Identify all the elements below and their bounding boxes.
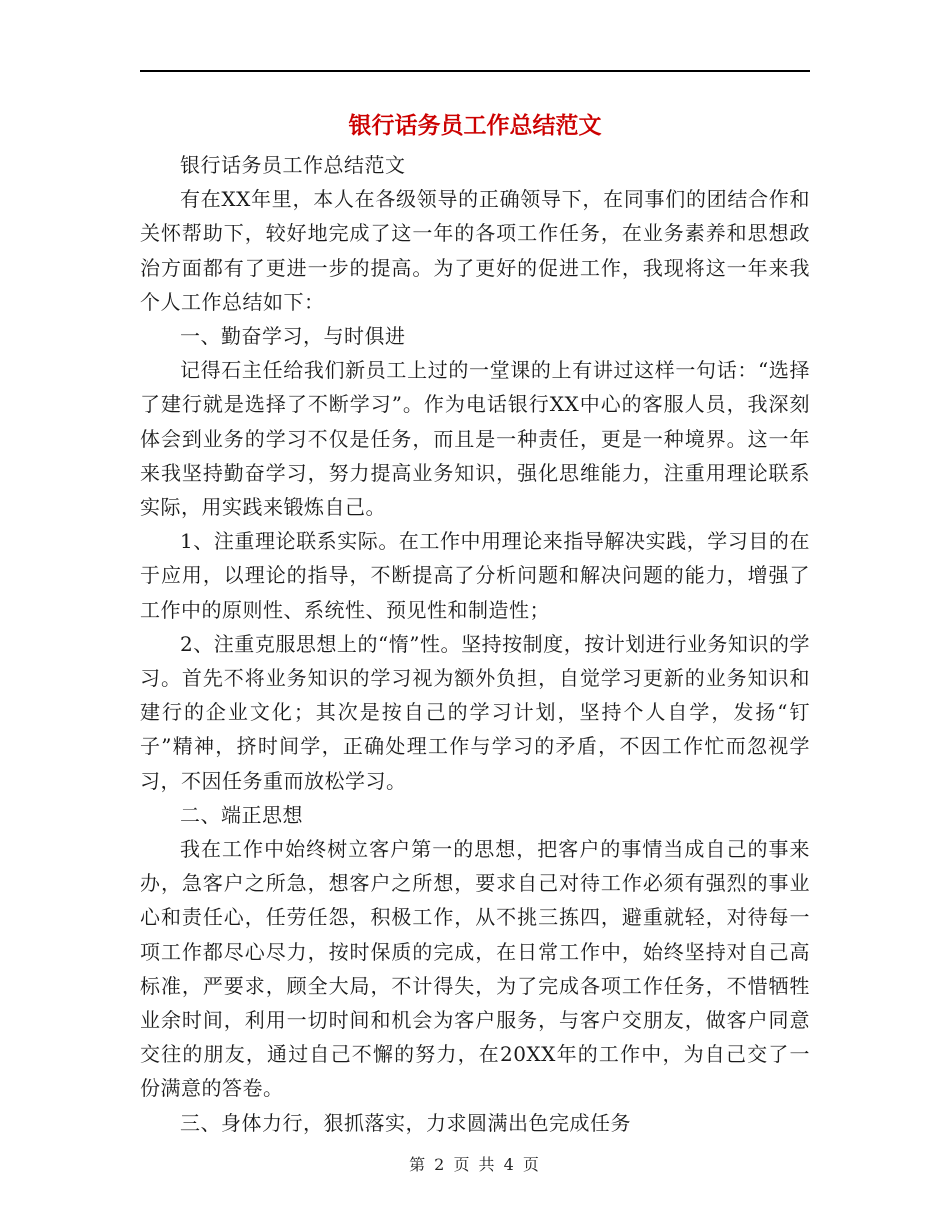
section-heading-2: 二、端正思想 (180, 802, 303, 827)
paragraph-point-1: 1、注重理论联系实际。在工作中用理论来指导解决实践，学习目的在于应用，以理论的指导，不断提高了分析问题和解决问题的能力，增强了工作中的原则性、系统性、预见性和制造性； (140, 529, 810, 622)
section-heading-3: 三、身体力行，狠抓落实，力求圆满出色完成任务 (180, 1110, 631, 1135)
section-heading-1: 一、勤奋学习，与时俱进 (180, 324, 406, 349)
document-title: 银行话务员工作总结范文 (348, 112, 602, 139)
paragraph-subtitle: 银行话务员工作总结范文 (180, 153, 406, 177)
paragraph-point-2: 2、注重克服思想上的“惰”性。坚持按制度，按计划进行业务知识的学习。首先不将业务知识的学习视为额外负担，自觉学习更新的业务知识和建行的企业文化；其次是按自己的学习计划，坚持个人自学，发扬“钉子”精神，挤时间学，正确处理工作与学习的矛盾，不因工作忙而忽视学习，不因任务重而放松学习。 (140, 631, 810, 793)
page-number: 第 2 页 共 4 页 (409, 1155, 541, 1174)
paragraph-section-2: 我在工作中始终树立客户第一的思想，把客户的事情当成自己的事来办，急客户之所急，想客户之所想，要求自己对待工作必须有强烈的事业心和责任心，任劳任怨，积极工作，从不挑三拣四，避重就轻，对待每一项工作都尽心尽力，按时保质的完成，在日常工作中，始终坚持对自己高标准，严要求，顾全大局，不计得失，为了完成各项工作任务，不惜牺牲业余时间，利用一切时间和机会为客户服务，与客户交朋友，做客户同意交往的朋友，通过自己不懈的努力，在20XX年的工作中，为自己交了一份满意的答卷。 (140, 837, 810, 1101)
header-rule (140, 70, 810, 72)
document-body (140, 148, 810, 1140)
paragraph-intro: 有在XX年里，本人在各级领导的正确领导下，在同事们的团结合作和关怀帮助下，较好地完成了这一年的各项工作任务，在业务素养和思想政治方面都有了更进一步的提高。为了更好的促进工作，我现将这一年来我个人工作总结如下： (140, 187, 810, 314)
paragraph-section-1: 记得石主任给我们新员工上过的一堂课的上有讲过这样一句话：“选择了建行就是选择了不断学习”。作为电话银行XX中心的客服人员，我深刻体会到业务的学习不仅是任务，而且是一种责任，更是一种境界。这一年来我坚持勤奋学习，努力提高业务知识，强化思维能力，注重用理论联系实际，用实践来锻炼自己。 (140, 358, 810, 520)
